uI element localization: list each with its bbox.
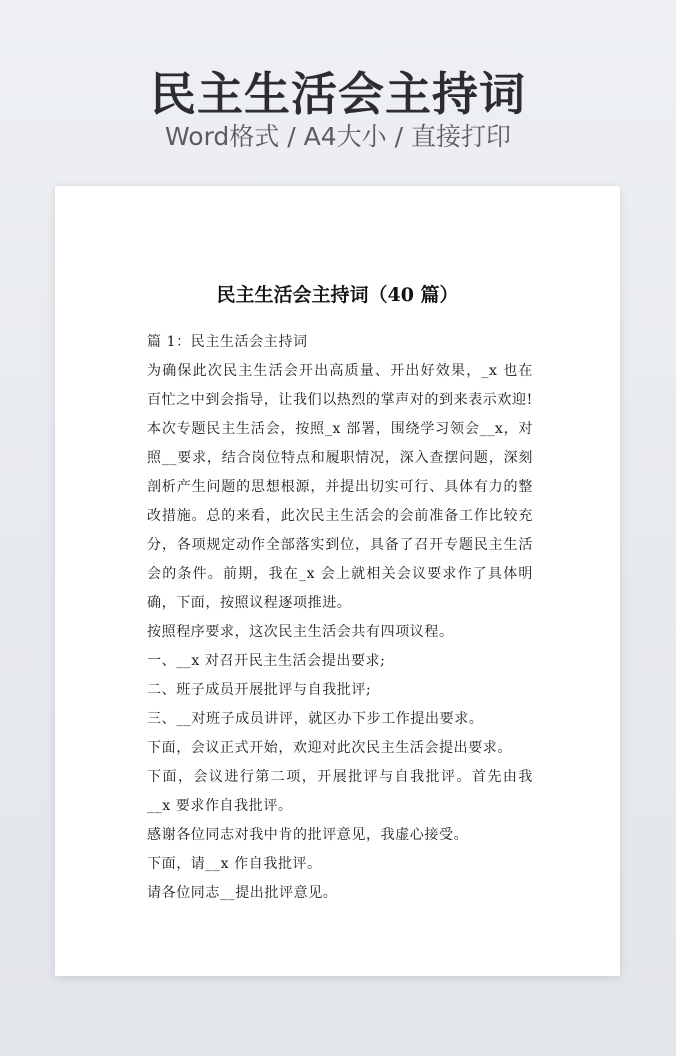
body-paragraph: 本次专题民主生活会，按照_x 部署，围绕学习领会__x，对照__要求，结合岗位特点和履职情况，深入查摆问题，深刻剖析产生问题的思想根源，并提出切实可行、具体有力的整改措施。总的来看，此次民主生活会的会前准备工作比较充分，各项规定动作全部落实到位，具备了召开专题民主生活会的条件。前期，我在_x 会上就相关会议要求作了具体明确，下面，按照议程逐项推进。 bbox=[147, 421, 533, 611]
agenda-item: 一、__x 对召开民主生活会提出要求; bbox=[147, 653, 386, 669]
body-paragraph: 下面，请__x 作自我批评。 bbox=[147, 856, 322, 872]
body-paragraph: 为确保此次民主生活会开出高质量、开出好效果，_x 也在百忙之中到会指导，让我们以热烈的掌声对的到来表示欢迎! bbox=[147, 363, 533, 408]
body-paragraph: 请各位同志__提出批评意见。 bbox=[147, 885, 338, 901]
body-paragraph: 感谢各位同志对我中肯的批评意见，我虚心接受。 bbox=[147, 827, 469, 843]
banner-subtitle: Word格式 / A4大小 / 直接打印 bbox=[165, 122, 511, 151]
agenda-item: 二、班子成员开展批评与自我批评; bbox=[147, 682, 372, 698]
section-heading: 篇 1：民主生活会主持词 bbox=[147, 334, 308, 350]
body-paragraph: 下面，会议进行第二项，开展批评与自我批评。首先由我__x 要求作自我批评。 bbox=[147, 769, 533, 814]
document-page bbox=[55, 186, 620, 976]
body-paragraph: 按照程序要求，这次民主生活会共有四项议程。 bbox=[147, 624, 454, 640]
banner-title: 民主生活会主持词 bbox=[150, 67, 526, 121]
agenda-item: 三、__对班子成员讲评，就区办下步工作提出要求。 bbox=[147, 711, 484, 727]
body-paragraph: 下面，会议正式开始，欢迎对此次民主生活会提出要求。 bbox=[147, 740, 512, 756]
document-title: 民主生活会主持词（40 篇） bbox=[216, 284, 459, 306]
document-body bbox=[147, 328, 533, 908]
